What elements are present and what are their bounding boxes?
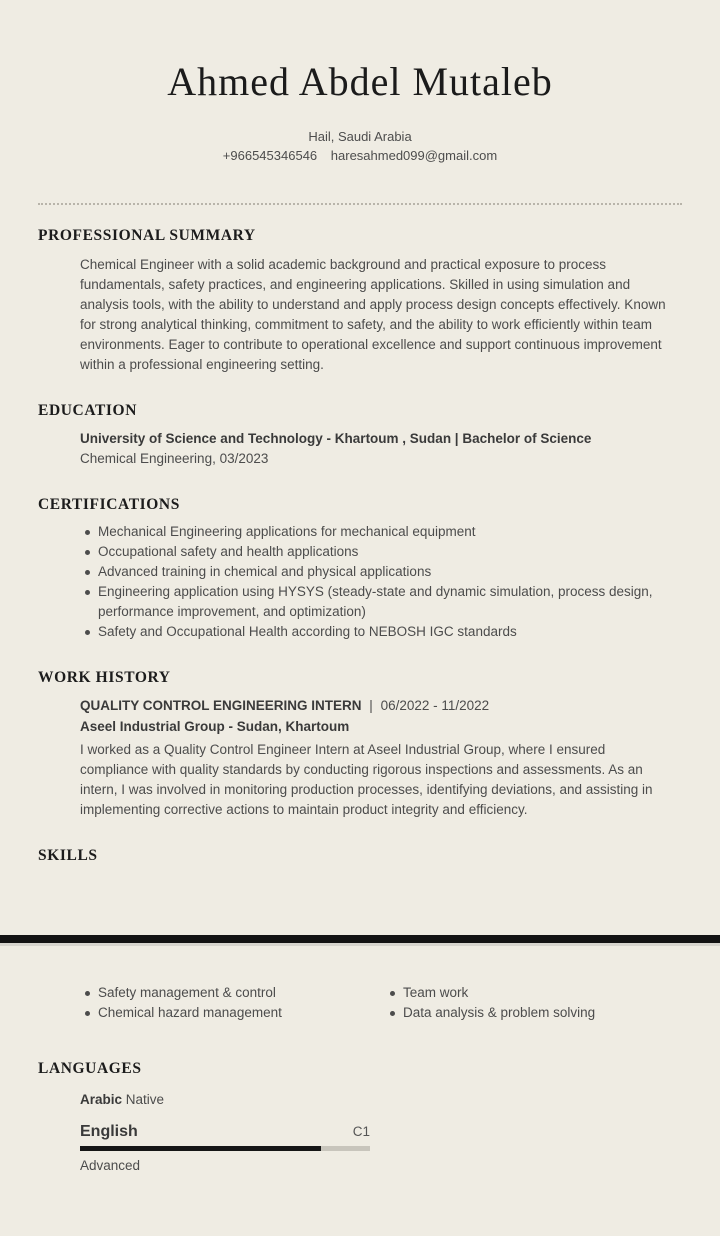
education-entry [80, 429, 672, 469]
contact-block [0, 128, 720, 165]
section-title-summary: PROFESSIONAL SUMMARY [38, 227, 256, 244]
resume-header [0, 0, 720, 165]
skills-column-1 [85, 983, 390, 1023]
bullet-icon [85, 530, 90, 535]
list-item [85, 582, 672, 622]
section-title-languages: LANGUAGES [38, 1060, 142, 1077]
certification-text: Advanced training in chemical and physical applications [98, 564, 432, 579]
list-item [85, 542, 672, 562]
bullet-icon [85, 550, 90, 555]
skill-text: Safety management & control [98, 985, 276, 1000]
job-description: I worked as a Quality Control Engineer Intern at Aseel Industrial Group, where I ensured compliance with quality standards by conducting rigorous inspections and assessments. As an intern, I was involved in monitoring production processes, identifying deviations, and assisting in implementing corrective actions to maintain product integrity and efficiency. [80, 742, 653, 817]
bullet-icon [85, 590, 90, 595]
candidate-name: Ahmed Abdel Mutaleb [167, 59, 553, 104]
language-name: English [80, 1123, 138, 1140]
language-proficiency-bar-fill [80, 1146, 321, 1151]
list-item [85, 522, 672, 542]
job-dates: 06/2022 - 11/2022 [380, 698, 490, 713]
contact-phone-email [0, 147, 720, 165]
section-title-certifications: CERTIFICATIONS [38, 496, 180, 513]
page-break-divider [0, 935, 720, 946]
languages-block [80, 1090, 672, 1173]
skill-text: Team work [403, 985, 469, 1000]
bullet-icon [85, 570, 90, 575]
education-details: Chemical Engineering, 03/2023 [80, 451, 269, 466]
bullet-icon [85, 991, 90, 996]
certification-text: Safety and Occupational Health according to NEBOSH IGC standards [98, 624, 517, 639]
education-degree-line: University of Science and Technology - Khartoum , Sudan | Bachelor of Science [80, 431, 592, 446]
contact-email: haresahmed099@gmail.com [330, 148, 498, 163]
section-title-work-history: WORK HISTORY [38, 669, 171, 686]
dotted-divider [38, 203, 682, 205]
skills-column-2 [390, 983, 595, 1023]
list-item [390, 983, 595, 1003]
list-item [85, 983, 390, 1003]
certifications-list [85, 522, 672, 642]
job-title-line [80, 696, 672, 716]
bullet-icon [85, 1011, 90, 1016]
section-title-education: EDUCATION [38, 402, 137, 419]
work-entry [80, 696, 672, 820]
language-cefr-code: C1 [352, 1124, 370, 1139]
page-break-black-bar [0, 935, 720, 943]
job-company: Aseel Industrial Group - Sudan, Khartoum [80, 719, 350, 734]
contact-location: Hail, Saudi Arabia [308, 129, 412, 144]
job-title: QUALITY CONTROL ENGINEERING INTERN [80, 698, 362, 713]
language-level: Native [125, 1092, 165, 1107]
list-item [85, 562, 672, 582]
certification-text: Mechanical Engineering applications for mechanical equipment [98, 524, 476, 539]
contact-phone: +966545346546 [222, 148, 318, 163]
page-break-gray-line [0, 943, 720, 946]
skill-text: Chemical hazard management [98, 1005, 282, 1020]
language-arabic [80, 1090, 672, 1109]
job-separator: | [369, 698, 373, 713]
section-title-skills: SKILLS [38, 847, 98, 864]
bullet-icon [390, 1011, 395, 1016]
bullet-icon [390, 991, 395, 996]
list-item [85, 622, 672, 642]
certification-text: Occupational safety and health applications [98, 544, 359, 559]
skill-text: Data analysis & problem solving [403, 1005, 596, 1020]
language-english [80, 1123, 370, 1173]
language-level: Advanced [80, 1158, 141, 1173]
skills-list [85, 983, 672, 1023]
list-item [85, 1003, 390, 1023]
language-name: Arabic [80, 1092, 123, 1107]
bullet-icon [85, 630, 90, 635]
language-english-header [80, 1123, 370, 1141]
summary-paragraph: Chemical Engineer with a solid academic background and practical exposure to process fundamentals, safety practices, and engineering applications. Skilled in using simulation and analysis tools, with the ability to understand and apply process design concepts effectively. Known for strong analytical thinking, commitment to safety, and the ability to work efficiently within team environments. Eager to contribute to operational excellence and support continuous improvement within a professional engineering setting. [80, 257, 666, 372]
certification-text: Engineering application using HYSYS (steady-state and dynamic simulation, process design, performance improvement, and optimization) [98, 584, 653, 619]
language-proficiency-bar [80, 1146, 370, 1151]
list-item [390, 1003, 595, 1023]
